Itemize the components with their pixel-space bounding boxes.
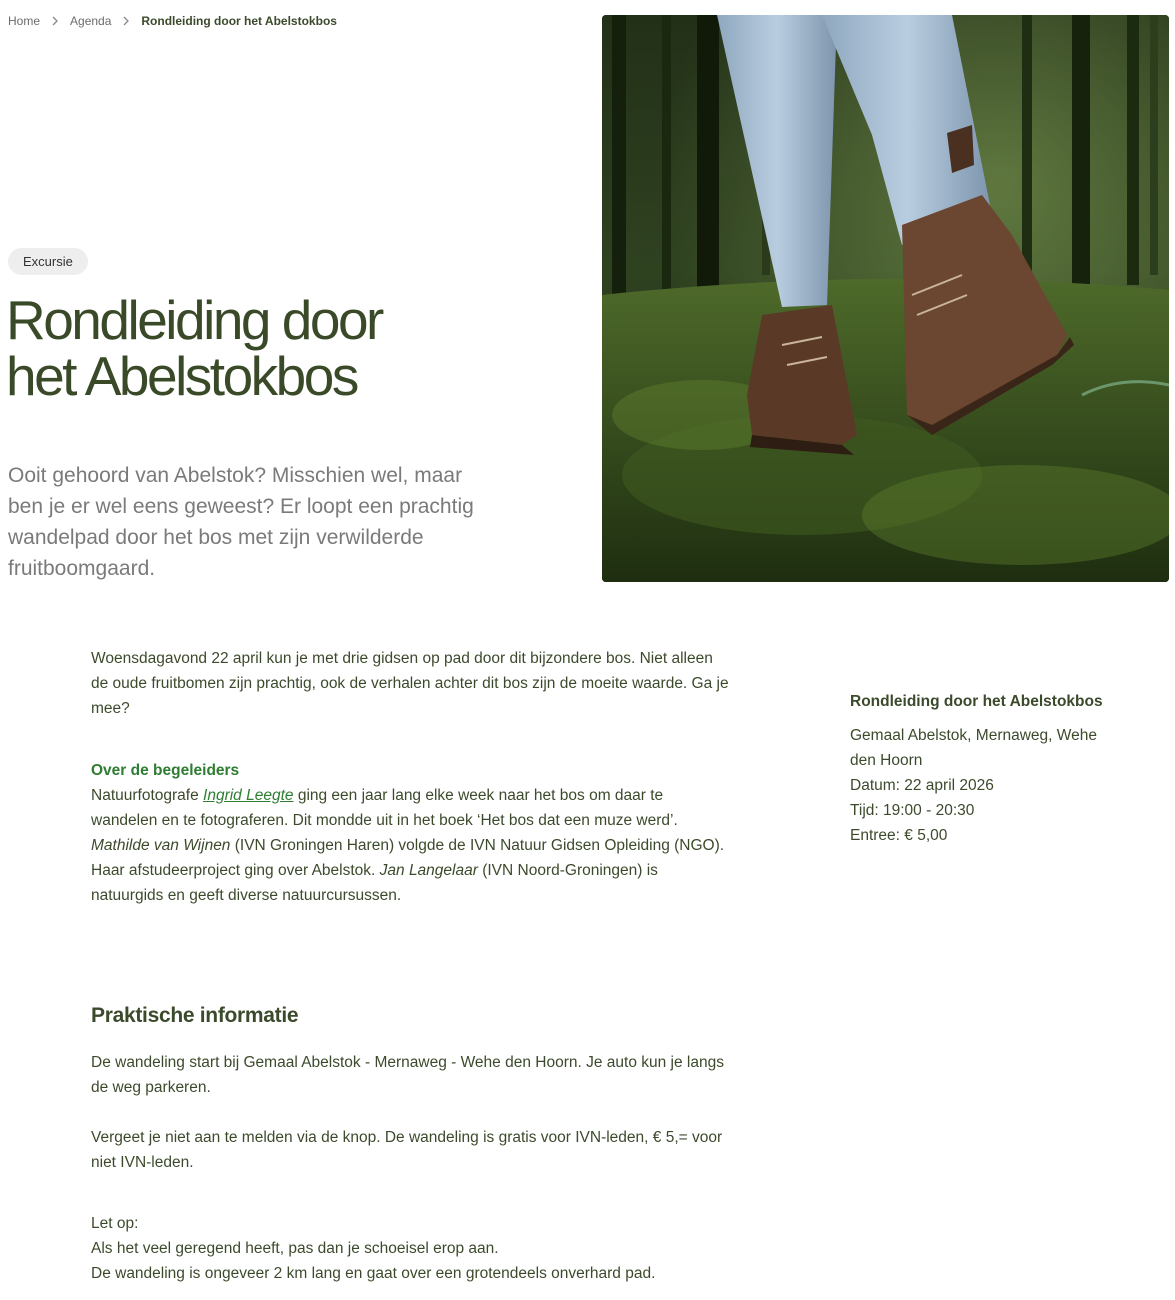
breadcrumb-home-link[interactable]: Home [8,14,41,28]
hero-image [602,15,1169,582]
guides-paragraph [91,783,731,908]
guides-text3: (IVN Noord-Groningen) is natuurgids en geeft diverse natuurcursussen. [91,862,658,904]
sidebar-date: Datum: 22 april 2026 [850,777,994,794]
guide-name-mathilde: Mathilde van Wijnen [91,837,231,854]
chevron-right-icon [120,15,132,27]
practical-heading: Praktische informatie [91,1004,299,1027]
chevron-right-icon [49,15,61,27]
page-title-line1: Rondleiding door [6,289,382,351]
breadcrumb-current: Rondleiding door het Abelstokbos [141,14,337,28]
page-title-line2: het Abelstokbos [6,345,357,407]
ingrid-leegte-link[interactable]: Ingrid Leegte [203,787,294,804]
sidebar-title: Rondleiding door het Abelstokbos [850,693,1103,710]
note-line-1: Als het veel geregend heeft, pas dan je schoeisel erop aan. [91,1240,499,1257]
breadcrumb-agenda-link[interactable]: Agenda [70,14,112,28]
guides-text2: (IVN Groningen Haren) volgde de IVN Natuur Gidsen Opleiding (NGO). Haar afstudeerproject ging over Abelstok. [91,837,725,879]
guides-prefix: Natuurfotografe [91,787,204,804]
sidebar-price: Entree: € 5,00 [850,827,948,844]
category-tag: Excursie [8,248,88,275]
guides-heading: Over de begeleiders [91,762,240,779]
sidebar-location: Gemaal Abelstok, Mernaweg, Wehe den Hoorn [850,727,1097,769]
practical-paragraph-2: Vergeet je niet aan te melden via de knop. De wandeling is gratis voor IVN-leden, € 5,= voor niet IVN-leden. [91,1129,723,1171]
intro-paragraph: Woensdagavond 22 april kun je met drie gidsen op pad door dit bijzondere bos. Niet alleen de oude fruitbomen zijn prachtig, ook de verhalen achter dit bos zijn de moeite waarde. Ga je mee? [91,650,729,717]
note-line-2: De wandeling is ongeveer 2 km lang en gaat over een grotendeels onverhard pad. [91,1265,656,1282]
main-content [91,646,731,1286]
practical-paragraph-1: De wandeling start bij Gemaal Abelstok - Mernaweg - Wehe den Hoorn. Je auto kun je langs de weg parkeren. [91,1054,724,1096]
breadcrumb [8,14,337,28]
forest-boots-illustration [602,15,1169,582]
sidebar-time: Tijd: 19:00 - 20:30 [850,802,975,819]
note-label: Let op: [91,1215,139,1232]
intro-text: Ooit gehoord van Abelstok? Misschien wel, maar ben je er wel eens geweest? Er loopt een prachtig wandelpad door het bos met zijn verwilderde fruitboomgaard. [8,464,474,580]
guides-text1: ging een jaar lang elke week naar het bos om daar te wandelen en te fotograferen. Dit mondde uit in het boek ‘Het bos dat een muze werd’. [91,787,678,829]
guide-name-jan: Jan Langelaar [379,862,478,879]
event-info-sidebar [850,689,1110,848]
page-title [6,289,566,407]
